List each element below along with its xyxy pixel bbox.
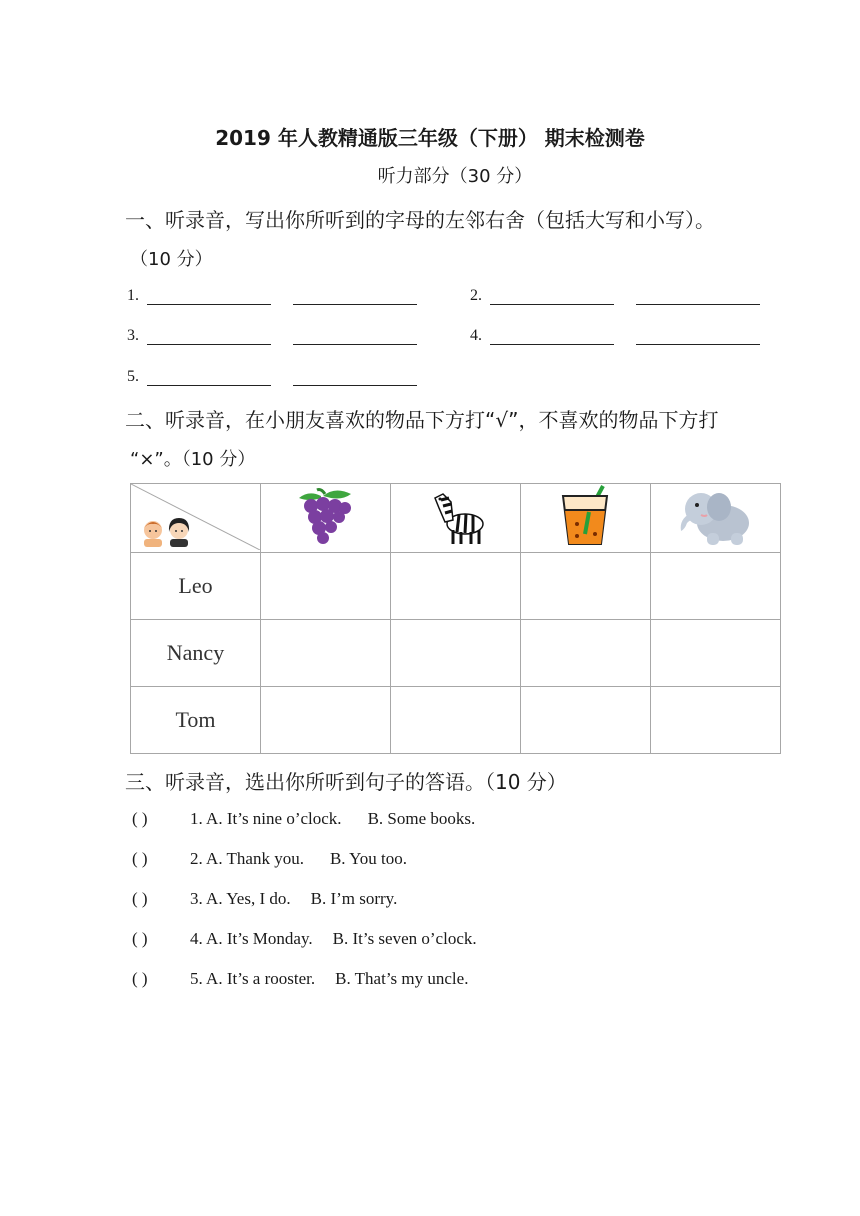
grapes-icon bbox=[291, 486, 361, 546]
blank-row-2 bbox=[470, 287, 760, 305]
item-number: 2. bbox=[470, 287, 482, 304]
answer-cell[interactable] bbox=[651, 553, 781, 620]
row-name: Tom bbox=[131, 687, 261, 754]
table-row bbox=[131, 553, 781, 620]
elephant-icon bbox=[671, 485, 761, 547]
blank-row-3 bbox=[127, 327, 417, 345]
section1-score: （10 分） bbox=[130, 249, 213, 270]
blank-line[interactable] bbox=[147, 330, 271, 345]
column-grapes bbox=[261, 484, 391, 553]
answer-bracket[interactable]: ( ) bbox=[132, 889, 148, 908]
section2-instruction: 二、听录音，在小朋友喜欢的物品下方打“√”，不喜欢的物品下方打 bbox=[125, 408, 719, 432]
answer-cell[interactable] bbox=[521, 687, 651, 754]
answer-cell[interactable] bbox=[261, 687, 391, 754]
blank-line[interactable] bbox=[490, 290, 614, 305]
zebra-icon bbox=[421, 486, 491, 546]
answer-cell[interactable] bbox=[521, 553, 651, 620]
blank-line[interactable] bbox=[636, 330, 760, 345]
option-b: B. It’s seven o’clock. bbox=[332, 929, 477, 948]
column-juice bbox=[521, 484, 651, 553]
answer-cell[interactable] bbox=[391, 687, 521, 754]
question-item bbox=[132, 929, 477, 949]
section1-instruction: 一、听录音，写出你所听到的字母的左邻右舍（包括大写和小写）。 bbox=[125, 208, 715, 232]
column-elephant bbox=[651, 484, 781, 553]
question-item bbox=[132, 889, 397, 909]
item-number: 3. bbox=[127, 327, 139, 344]
table-header-row bbox=[131, 484, 781, 553]
question-item bbox=[132, 849, 407, 869]
answer-cell[interactable] bbox=[261, 553, 391, 620]
page-title: 2019 年人教精通版三年级（下册） 期末检测卷 bbox=[215, 126, 645, 150]
answer-cell[interactable] bbox=[651, 620, 781, 687]
blank-line[interactable] bbox=[147, 371, 271, 386]
option-b: B. Some books. bbox=[367, 809, 476, 828]
blank-line[interactable] bbox=[293, 290, 417, 305]
blank-line[interactable] bbox=[636, 290, 760, 305]
column-zebra bbox=[391, 484, 521, 553]
option-a: 1. A. It’s nine o’clock. bbox=[190, 809, 342, 828]
answer-cell[interactable] bbox=[391, 620, 521, 687]
juice-icon bbox=[551, 484, 621, 548]
answer-cell[interactable] bbox=[261, 620, 391, 687]
answer-bracket[interactable]: ( ) bbox=[132, 929, 148, 948]
option-a: 2. A. Thank you. bbox=[190, 849, 304, 868]
item-number: 1. bbox=[127, 287, 139, 304]
option-a: 3. A. Yes, I do. bbox=[190, 889, 291, 908]
blank-line[interactable] bbox=[293, 330, 417, 345]
row-name: Leo bbox=[131, 553, 261, 620]
answer-bracket[interactable]: ( ) bbox=[132, 849, 148, 868]
preference-table bbox=[130, 483, 781, 754]
table-corner bbox=[131, 484, 261, 553]
question-item bbox=[132, 809, 475, 829]
answer-bracket[interactable]: ( ) bbox=[132, 809, 148, 828]
blank-line[interactable] bbox=[147, 290, 271, 305]
section3-instruction: 三、听录音，选出你所听到句子的答语。（10 分） bbox=[125, 770, 567, 794]
answer-bracket[interactable]: ( ) bbox=[132, 969, 148, 988]
option-b: B. You too. bbox=[329, 849, 407, 868]
item-number: 4. bbox=[470, 327, 482, 344]
option-b: B. I’m sorry. bbox=[310, 889, 398, 908]
answer-cell[interactable] bbox=[391, 553, 521, 620]
blank-line[interactable] bbox=[490, 330, 614, 345]
blank-line[interactable] bbox=[293, 371, 417, 386]
table-row bbox=[131, 620, 781, 687]
option-a: 4. A. It’s Monday. bbox=[190, 929, 313, 948]
item-number: 5. bbox=[127, 368, 139, 385]
table-row bbox=[131, 687, 781, 754]
blank-row-4 bbox=[470, 327, 760, 345]
option-a: 5. A. It’s a rooster. bbox=[190, 969, 316, 988]
page-subtitle: 听力部分（30 分） bbox=[377, 166, 533, 187]
answer-cell[interactable] bbox=[521, 620, 651, 687]
children-icon bbox=[139, 514, 199, 548]
blank-row-1 bbox=[127, 287, 417, 305]
answer-cell[interactable] bbox=[651, 687, 781, 754]
option-b: B. That’s my uncle. bbox=[335, 969, 469, 988]
blank-row-5 bbox=[127, 368, 417, 386]
row-name: Nancy bbox=[131, 620, 261, 687]
section2-instruction-cont: “×”。（10 分） bbox=[130, 449, 256, 470]
question-item bbox=[132, 969, 468, 989]
